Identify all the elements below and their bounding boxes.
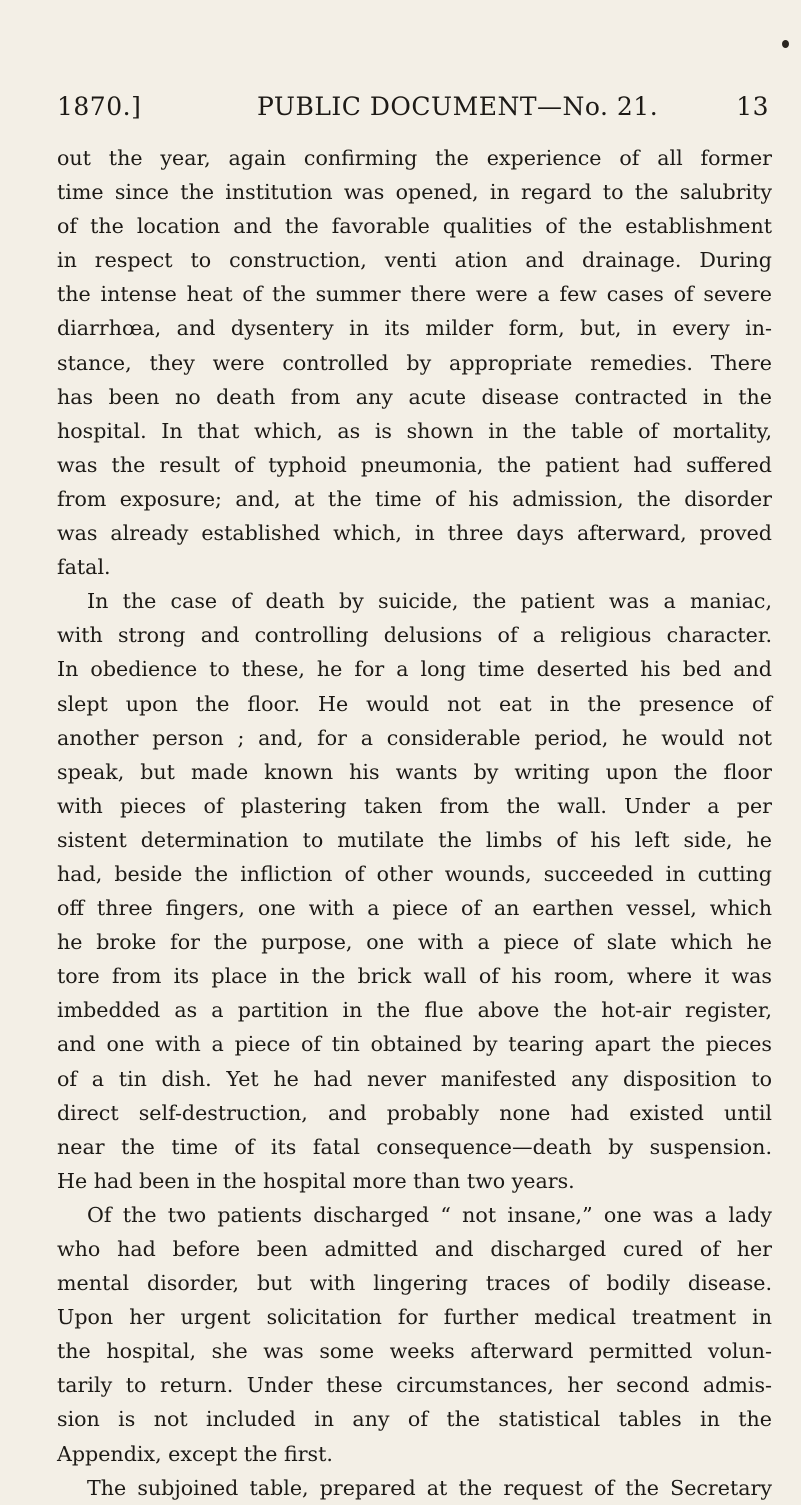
text-line: In obedience to these, he for a long time deserted his bed and [57,657,772,682]
text-line: of the location and the favorable qualities of the establishment [57,214,772,239]
running-header [57,92,769,126]
text-line: the intense heat of the summer there were a few cases of severe [57,282,772,307]
text-line: sistent determination to mutilate the limbs of his left side, he [57,827,772,852]
text-line: was the result of typhoid pneumonia, the patient had suffered [57,452,772,477]
text-line: of a tin dish. Yet he had never manifested any disposition to [57,1066,772,1091]
text-line: out the year, again confirming the experience of all former [57,146,772,170]
text-line: had, beside the infliction of other wounds, succeeded in cutting [57,861,772,886]
text-line: Upon her urgent solicitation for further medical treatment in [57,1305,772,1330]
text-line: diarrhœa, and dysentery in its milder form, but, in every in- [57,316,772,341]
header-year: 1870.] [57,92,142,121]
text-line: fatal. [57,555,111,580]
text-line: He had been in the hospital more than two years. [57,1168,575,1193]
text-line: and one with a piece of tin obtained by tearing apart the pieces [57,1032,772,1057]
text-line: Appendix, except the first. [57,1441,333,1466]
text-line: imbedded as a partition in the flue above the hot-air register, [57,998,772,1023]
text-line: with strong and controlling delusions of a religious character. [57,623,772,648]
header-title: PUBLIC DOCUMENT—No. 21. [257,92,659,121]
page-number: 13 [736,92,769,121]
text-line: sion is not included in any of the statistical tables in the [57,1407,772,1432]
text-line: speak, but made known his wants by writing upon the floor [57,759,772,784]
text-line: time since the institution was opened, in regard to the salubrity [57,180,772,205]
text-line: was already established which, in three days afterward, proved [57,521,772,546]
text-line: stance, they were controlled by appropriate remedies. There [57,350,772,375]
text-line: the hospital, she was some weeks afterward permitted volun- [57,1339,772,1364]
text-line: tarily to return. Under these circumstances, her second admis- [57,1373,772,1398]
paragraph-start-line: In the case of death by suicide, the patient was a maniac, [87,589,772,614]
text-line: slept upon the floor. He would not eat in the presence of [57,691,772,716]
text-line: has been no death from any acute disease contracted in the [57,384,772,409]
text-line: in respect to construction, venti ation and drainage. During [57,248,772,273]
text-line: from exposure; and, at the time of his admission, the disorder [57,486,772,511]
text-line: hospital. In that which, as is shown in the table of mortality, [57,418,772,443]
text-line: mental disorder, but with lingering traces of bodily disease. [57,1271,772,1296]
ink-speck [782,40,789,48]
text-line: near the time of its fatal consequence—death by suspension. [57,1134,772,1159]
text-line: with pieces of plastering taken from the wall. Under a per [57,793,772,818]
body-text [57,141,772,1505]
text-line: who had before been admitted and discharged cured of her [57,1237,772,1261]
text-line: off three fingers, one with a piece of an earthen vessel, which [57,896,772,921]
paragraph-start-line: Of the two patients discharged “ not insane,” one was a lady [87,1202,772,1227]
paragraph-start-line: The subjoined table, prepared at the request of the Secretary [87,1475,772,1500]
text-line: direct self-destruction, and probably none had existed until [57,1100,772,1125]
text-line: he broke for the purpose, one with a piece of slate which he [57,930,772,955]
text-line: tore from its place in the brick wall of his room, where it was [57,964,772,989]
text-line: another person ; and, for a considerable period, he would not [57,725,772,750]
